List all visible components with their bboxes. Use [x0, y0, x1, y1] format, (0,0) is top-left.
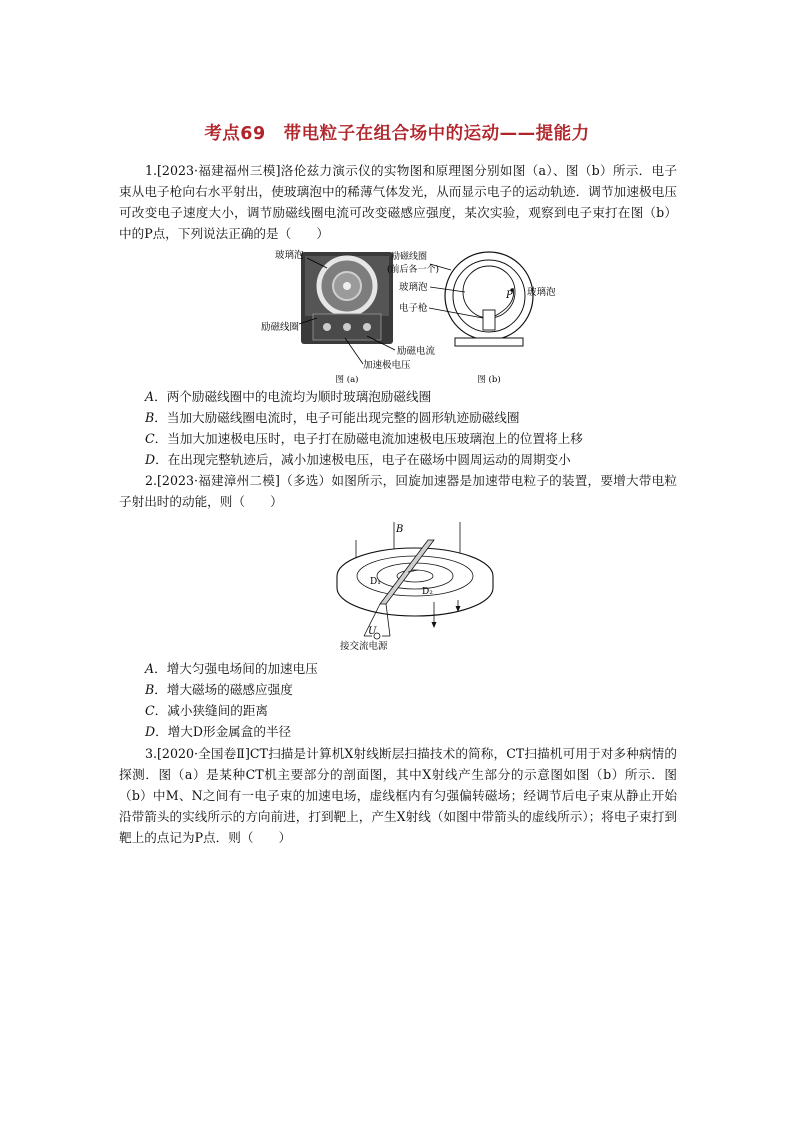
- question-2-cyclotron-figure: [330, 518, 500, 654]
- figure-b-label-coil: 励磁线圈: [391, 252, 428, 262]
- question-2-option-a: A．增大匀强电场间的加速电压: [145, 661, 318, 676]
- figure-a-label-coil: 励磁线圈: [261, 322, 300, 333]
- question-2-option-c: C．减小狭缝间的距离: [145, 703, 268, 718]
- question-1-figures: [255, 246, 565, 386]
- question-2-stem: 2.[2023·福建漳州二模]（多选）如图所示，回旋加速器是加速带电粒子的装置，要增大带电粒子射出时的动能，则（ ）: [119, 473, 677, 509]
- question-1-option-c: C．当加大加速极电压时，电子打在励磁电流加速极电压玻璃泡上的位置将上移: [145, 431, 583, 446]
- figure-a-label-current: 励磁电流: [397, 346, 436, 357]
- cyclotron-label-b: B: [396, 524, 404, 535]
- question-2-option-b: B．增大磁场的磁感应强度: [145, 682, 293, 697]
- cyclotron-label-d2: D₂: [422, 587, 433, 597]
- figure-b-label-gun: 电子枪: [399, 303, 428, 314]
- figure-b-label-bulb-right: 玻璃泡: [527, 287, 556, 298]
- cyclotron-label-source: 接交流电源: [340, 641, 388, 652]
- cyclotron-label-u: U: [368, 626, 377, 637]
- question-1-option-a: A．两个励磁线圈中的电流均为顺时玻璃泡励磁线圈: [145, 389, 432, 404]
- question-1-option-b: B．当加大励磁线圈电流时，电子可能出现完整的圆形轨迹励磁线圈: [145, 410, 520, 425]
- page-title: 考点69 带电粒子在组合场中的运动——提能力: [204, 124, 590, 144]
- question-1-stem: 1.[2023·福建福州三模]洛伦兹力演示仪的实物图和原理图分别如图（a）、图（b）所示．电子束从电子枪向右水平射出，使玻璃泡中的稀薄气体发光，从而显示电子的运动轨迹．调节加速极电压可改变电子速度大小，调节励磁线圈电流可改变磁感应强度，某次实验，观察到电子束打在图（b）中的P点，下列说法正确的是（ ）: [119, 163, 677, 241]
- figure-b-caption: 图 (b): [477, 375, 501, 385]
- figure-b-label-bulb-left: 玻璃泡: [399, 282, 428, 293]
- figure-a-apparatus: [301, 252, 393, 344]
- figure-a-label-bulb: 玻璃泡: [275, 250, 304, 261]
- question-3-stem: 3.[2020·全国卷Ⅱ]CT扫描是计算机X射线断层扫描技术的简称，CT扫描机可用于对多种病情的探测．图（a）是某种CT机主要部分的剖面图，其中X射线产生部分的示意图如图（b）所示．图（b）中M、N之间有一电子束的加速电场，虚线框内有匀强偏转磁场；经调节后电子束从静止开始沿带箭头的实线所示的方向前进，打到靶上，产生X射线（如图中带箭头的虚线所示）；将电子束打到靶上的点记为P点．则（ ）: [119, 746, 677, 845]
- question-2-option-d: D．增大D形金属盒的半径: [145, 724, 292, 739]
- figure-a-caption: 图 (a): [335, 375, 359, 385]
- figure-b-label-coil-note: (前后各一个): [387, 265, 440, 275]
- figure-b-diagram: [445, 252, 533, 346]
- figure-a-label-voltage: 加速极电压: [363, 360, 411, 371]
- figure-b-label-p: P: [506, 290, 513, 301]
- cyclotron-label-d1: D₁: [370, 577, 381, 587]
- question-1-option-d: D．在出现完整轨迹后，减小加速极电压，电子在磁场中圆周运动的周期变小: [145, 452, 571, 467]
